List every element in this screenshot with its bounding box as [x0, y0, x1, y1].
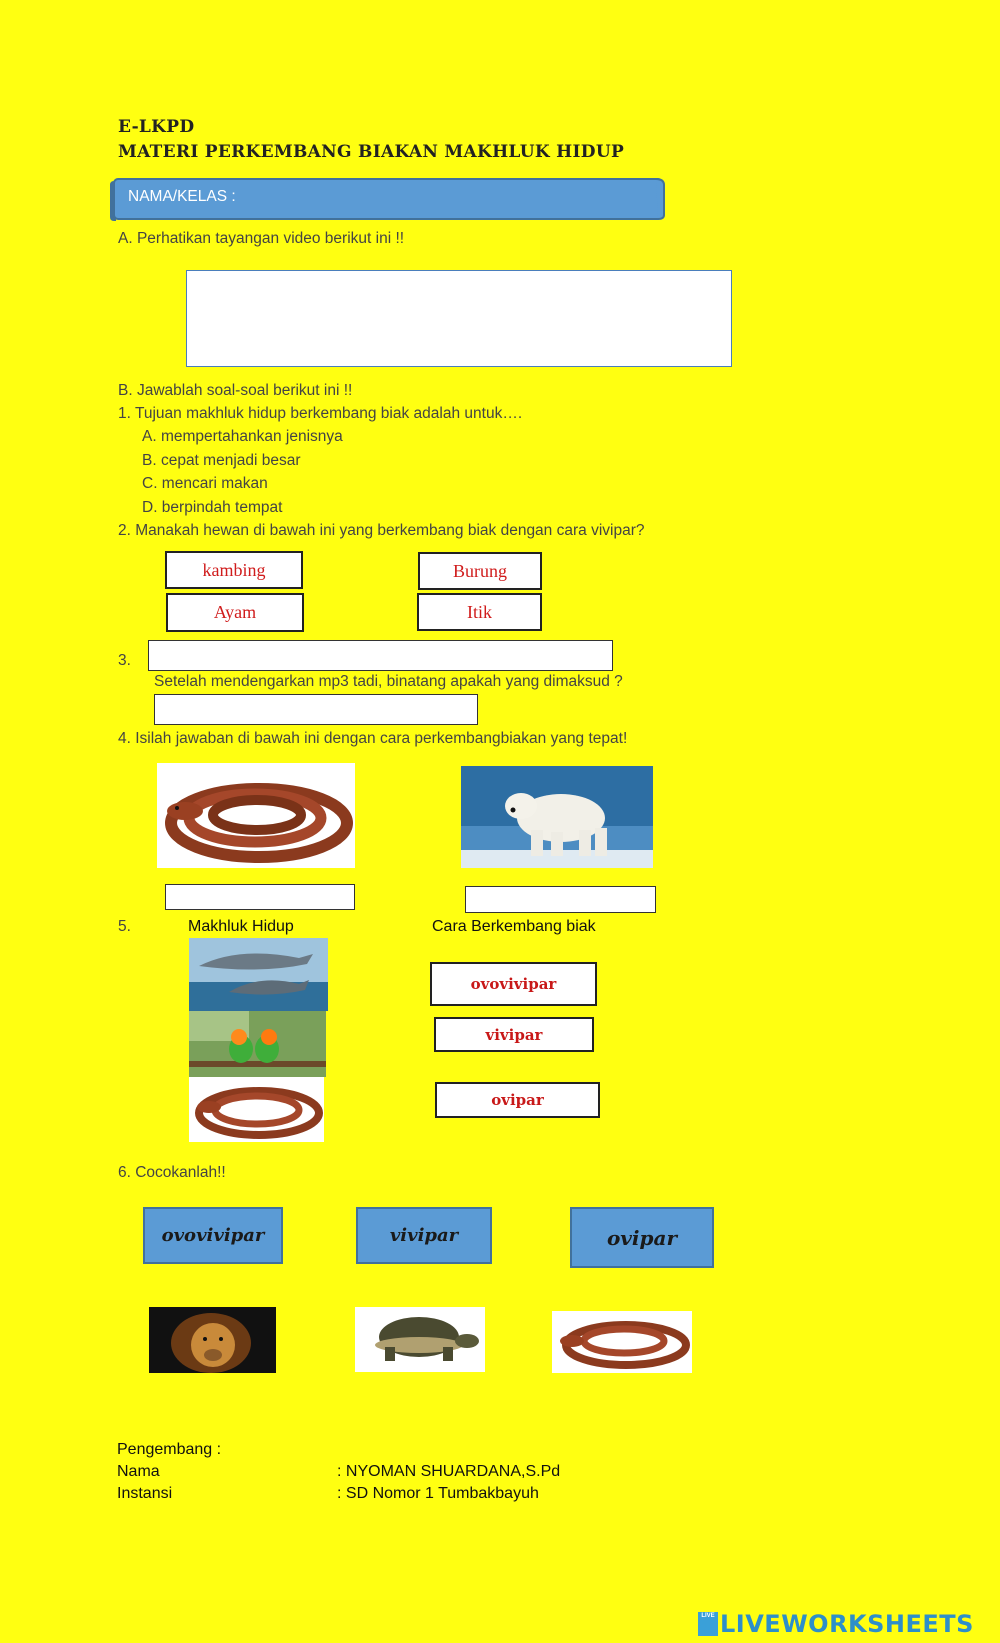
section-b-instruction: B. Jawablah soal-soal berikut ini !! [118, 382, 353, 399]
q1-option-b[interactable]: B. cepat menjadi besar [142, 452, 301, 469]
q2-option-burung[interactable]: Burung [418, 552, 542, 590]
worksheet-type: E-LKPD [118, 117, 195, 137]
q6-label-ovovivipar[interactable]: ovovivipar [143, 1207, 283, 1264]
video-player[interactable] [186, 270, 732, 367]
q1-question: 1. Tujuan makhluk hidup berkembang biak adalah untuk…. [118, 405, 523, 422]
liveworksheets-logo [698, 1610, 994, 1638]
polar-bear-image [461, 766, 653, 868]
q4-answer-snake[interactable] [165, 884, 355, 910]
developer-name-value: : NYOMAN SHUARDANA,S.Pd [337, 1463, 561, 1480]
q3-number: 3. [118, 652, 131, 669]
q4-question: 4. Isilah jawaban di bawah ini dengan cara perkembangbiakan yang tepat! [118, 730, 628, 747]
page-title: MATERI PERKEMBANG BIAKAN MAKHLUK HIDUP [118, 142, 625, 162]
q5-option-ovipar[interactable]: ovipar [435, 1082, 600, 1118]
snake-image-2[interactable] [189, 1077, 324, 1142]
name-class-banner[interactable] [108, 175, 668, 223]
q5-col-header-method: Cara Berkembang biak [432, 918, 596, 935]
q2-option-itik[interactable]: Itik [417, 593, 542, 631]
snake-image [157, 763, 355, 868]
q5-option-ovovivipar[interactable]: ovovivipar [430, 962, 597, 1006]
q6-question: 6. Cocokanlah!! [118, 1164, 226, 1181]
q5-number: 5. [118, 918, 131, 935]
q3-question: Setelah mendengarkan mp3 tadi, binatang apakah yang dimaksud ? [154, 673, 623, 690]
snake-image-3[interactable] [552, 1311, 692, 1373]
q1-option-d[interactable]: D. berpindah tempat [142, 499, 283, 516]
q2-option-kambing[interactable]: kambing [165, 551, 303, 589]
q2-question: 2. Manakah hewan di bawah ini yang berkembang biak dengan cara vivipar? [118, 522, 645, 539]
q4-answer-polar-bear[interactable] [465, 886, 656, 913]
q6-label-ovipar[interactable]: ovipar [570, 1207, 714, 1268]
developer-institution-label: Instansi [117, 1485, 173, 1502]
section-a-instruction: A. Perhatikan tayangan video berikut ini !! [118, 230, 405, 247]
developer-name-label: Nama [117, 1463, 160, 1480]
q2-option-ayam[interactable]: Ayam [166, 593, 304, 632]
logo-badge: LIVE [698, 1612, 718, 1636]
lion-image[interactable] [149, 1307, 276, 1373]
q3-answer-input[interactable] [154, 694, 478, 725]
dolphin-image[interactable] [189, 938, 328, 1011]
q5-col-header-organism: Makhluk Hidup [188, 918, 294, 935]
q6-label-vivipar[interactable]: vivipar [356, 1207, 492, 1264]
turtle-image[interactable] [355, 1307, 485, 1372]
developer-institution-value: : SD Nomor 1 Tumbakbayuh [337, 1485, 539, 1502]
q1-option-a[interactable]: A. mempertahankan jenisnya [142, 428, 343, 445]
lovebirds-image[interactable] [189, 1011, 326, 1077]
q5-option-vivipar[interactable]: vivipar [434, 1017, 594, 1052]
name-class-label: NAMA/KELAS : [128, 188, 236, 205]
logo-text: LIVEWORKSHEETS [720, 1610, 974, 1638]
developer-heading: Pengembang : [117, 1441, 222, 1458]
audio-player[interactable] [148, 640, 613, 671]
q1-option-c[interactable]: C. mencari makan [142, 475, 268, 492]
